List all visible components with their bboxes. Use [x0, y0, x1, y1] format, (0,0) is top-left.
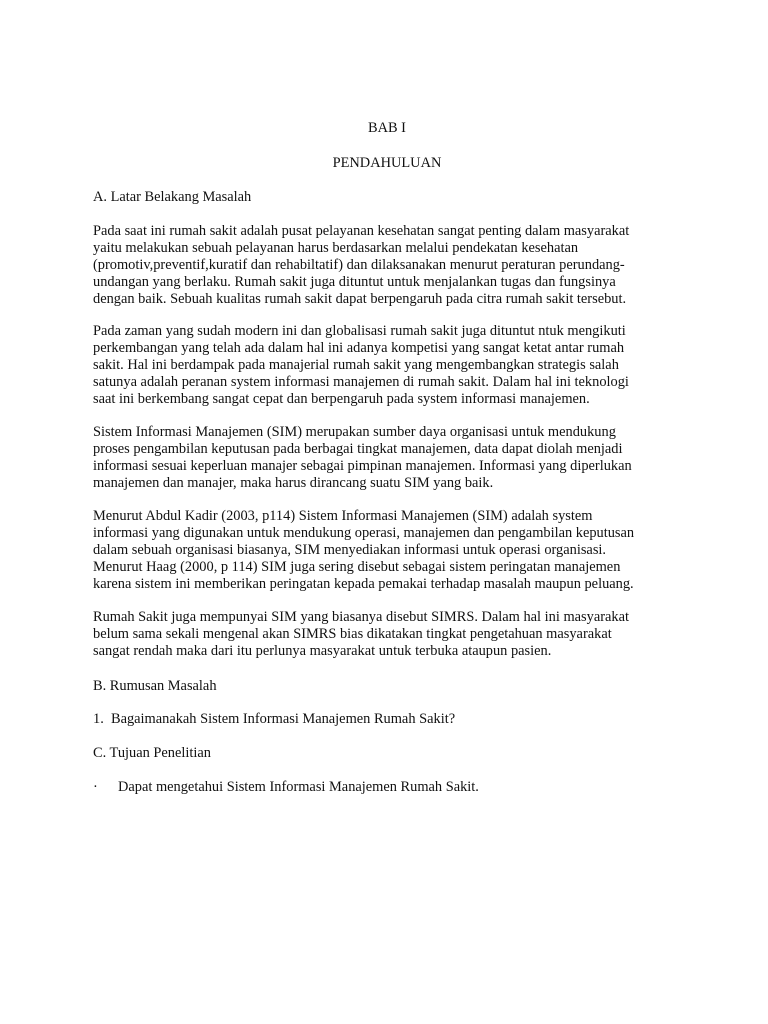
paragraph-line: (promotiv,preventif,kuratif dan rehabiltatif) dan dilaksanakan menurut peraturan perundang- [93, 257, 625, 274]
paragraph-line: perkembangan yang telah ada dalam hal ini adanya kompetisi yang sangat ketat antar rumah [93, 340, 625, 357]
paragraph-line: dengan baik. Sebuah kualitas rumah sakit dapat berpengaruh pada citra rumah sakit tersebut. [93, 291, 627, 308]
paragraph-5 [93, 609, 681, 660]
paragraph-3 [93, 424, 681, 492]
paragraph-line: yaitu melakukan sebuah pelayanan harus berdasarkan melalui pendekatan kesehatan [93, 240, 579, 257]
paragraph-line: Pada zaman yang sudah modern ini dan globalisasi rumah sakit juga dituntut ntuk mengikuti [93, 323, 626, 339]
paragraph-1 [93, 223, 681, 308]
paragraph-line: Menurut Haag (2000, p 114) SIM juga sering disebut sebagai sistem peringatan manajemen [93, 559, 621, 576]
section-a-heading: A. Latar Belakang Masalah [93, 189, 252, 205]
paragraph-line: belum sama sekali mengenal akan SIMRS bias dikatakan tingkat pengetahuan masyarakat [93, 626, 612, 643]
bullet-marker: · [93, 779, 98, 795]
paragraph-line: dalam sebuah organisasi biasanya, SIM menyediakan informasi untuk operasi organisasi. [93, 542, 607, 559]
paragraph-line: satunya adalah peranan system informasi manajemen di rumah sakit. Dalam hal ini teknologi [93, 374, 629, 391]
paragraph-line: informasi yang digunakan untuk mendukung operasi, manajemen dan pengambilan keputusan [93, 525, 635, 542]
chapter-number: BAB I [368, 120, 406, 136]
section-c-heading: C. Tujuan Penelitian [93, 745, 211, 761]
paragraph-4 [93, 508, 681, 593]
research-objective-text: Dapat mengetahui Sistem Informasi Manajemen Rumah Sakit. [118, 779, 479, 795]
chapter-title: PENDAHULUAN [332, 155, 442, 171]
paragraph-line: Menurut Abdul Kadir (2003, p114) Sistem Informasi Manajemen (SIM) adalah system [93, 508, 593, 524]
paragraph-line: Sistem Informasi Manajemen (SIM) merupakan sumber daya organisasi untuk mendukung [93, 424, 616, 440]
paragraph-line: Rumah Sakit juga mempunyai SIM yang biasanya disebut SIMRS. Dalam hal ini masyarakat [93, 609, 629, 625]
paragraph-line: undangan yang berlaku. Rumah sakit juga dituntut untuk menjalankan tugas dan fungsinya [93, 274, 616, 291]
paragraph-line: informasi sesuai keperluan manajer sebagai pimpinan manajemen. Informasi yang diperlukan [93, 458, 632, 475]
paragraph-line: manajemen dan manajer, maka harus dirancang suatu SIM yang baik. [93, 475, 494, 492]
paragraph-line: saat ini berkembang sangat cepat dan berpengaruh pada system informasi manajemen. [93, 391, 590, 408]
section-b-heading: B. Rumusan Masalah [93, 678, 217, 694]
paragraph-line: sakit. Hal ini berdampak pada manajerial rumah sakit yang mengembangkan strategis salah [93, 357, 619, 374]
research-objective-item [93, 779, 479, 796]
paragraph-line: Pada saat ini rumah sakit adalah pusat pelayanan kesehatan sangat penting dalam masyarakat [93, 223, 630, 239]
paragraph-line: proses pengambilan keputusan pada berbagai tingkat manajemen, data dapat diolah menjadi [93, 441, 623, 458]
paragraph-line: sangat rendah maka dari itu perlunya masyarakat untuk terbuka ataupun pasien. [93, 643, 552, 660]
paragraph-2 [93, 323, 681, 408]
paragraph-line: karena sistem ini memberikan peringatan kepada pemakai terhadap masalah maupun peluang. [93, 576, 634, 593]
research-question-item: 1. Bagaimanakah Sistem Informasi Manajemen Rumah Sakit? [93, 711, 456, 727]
